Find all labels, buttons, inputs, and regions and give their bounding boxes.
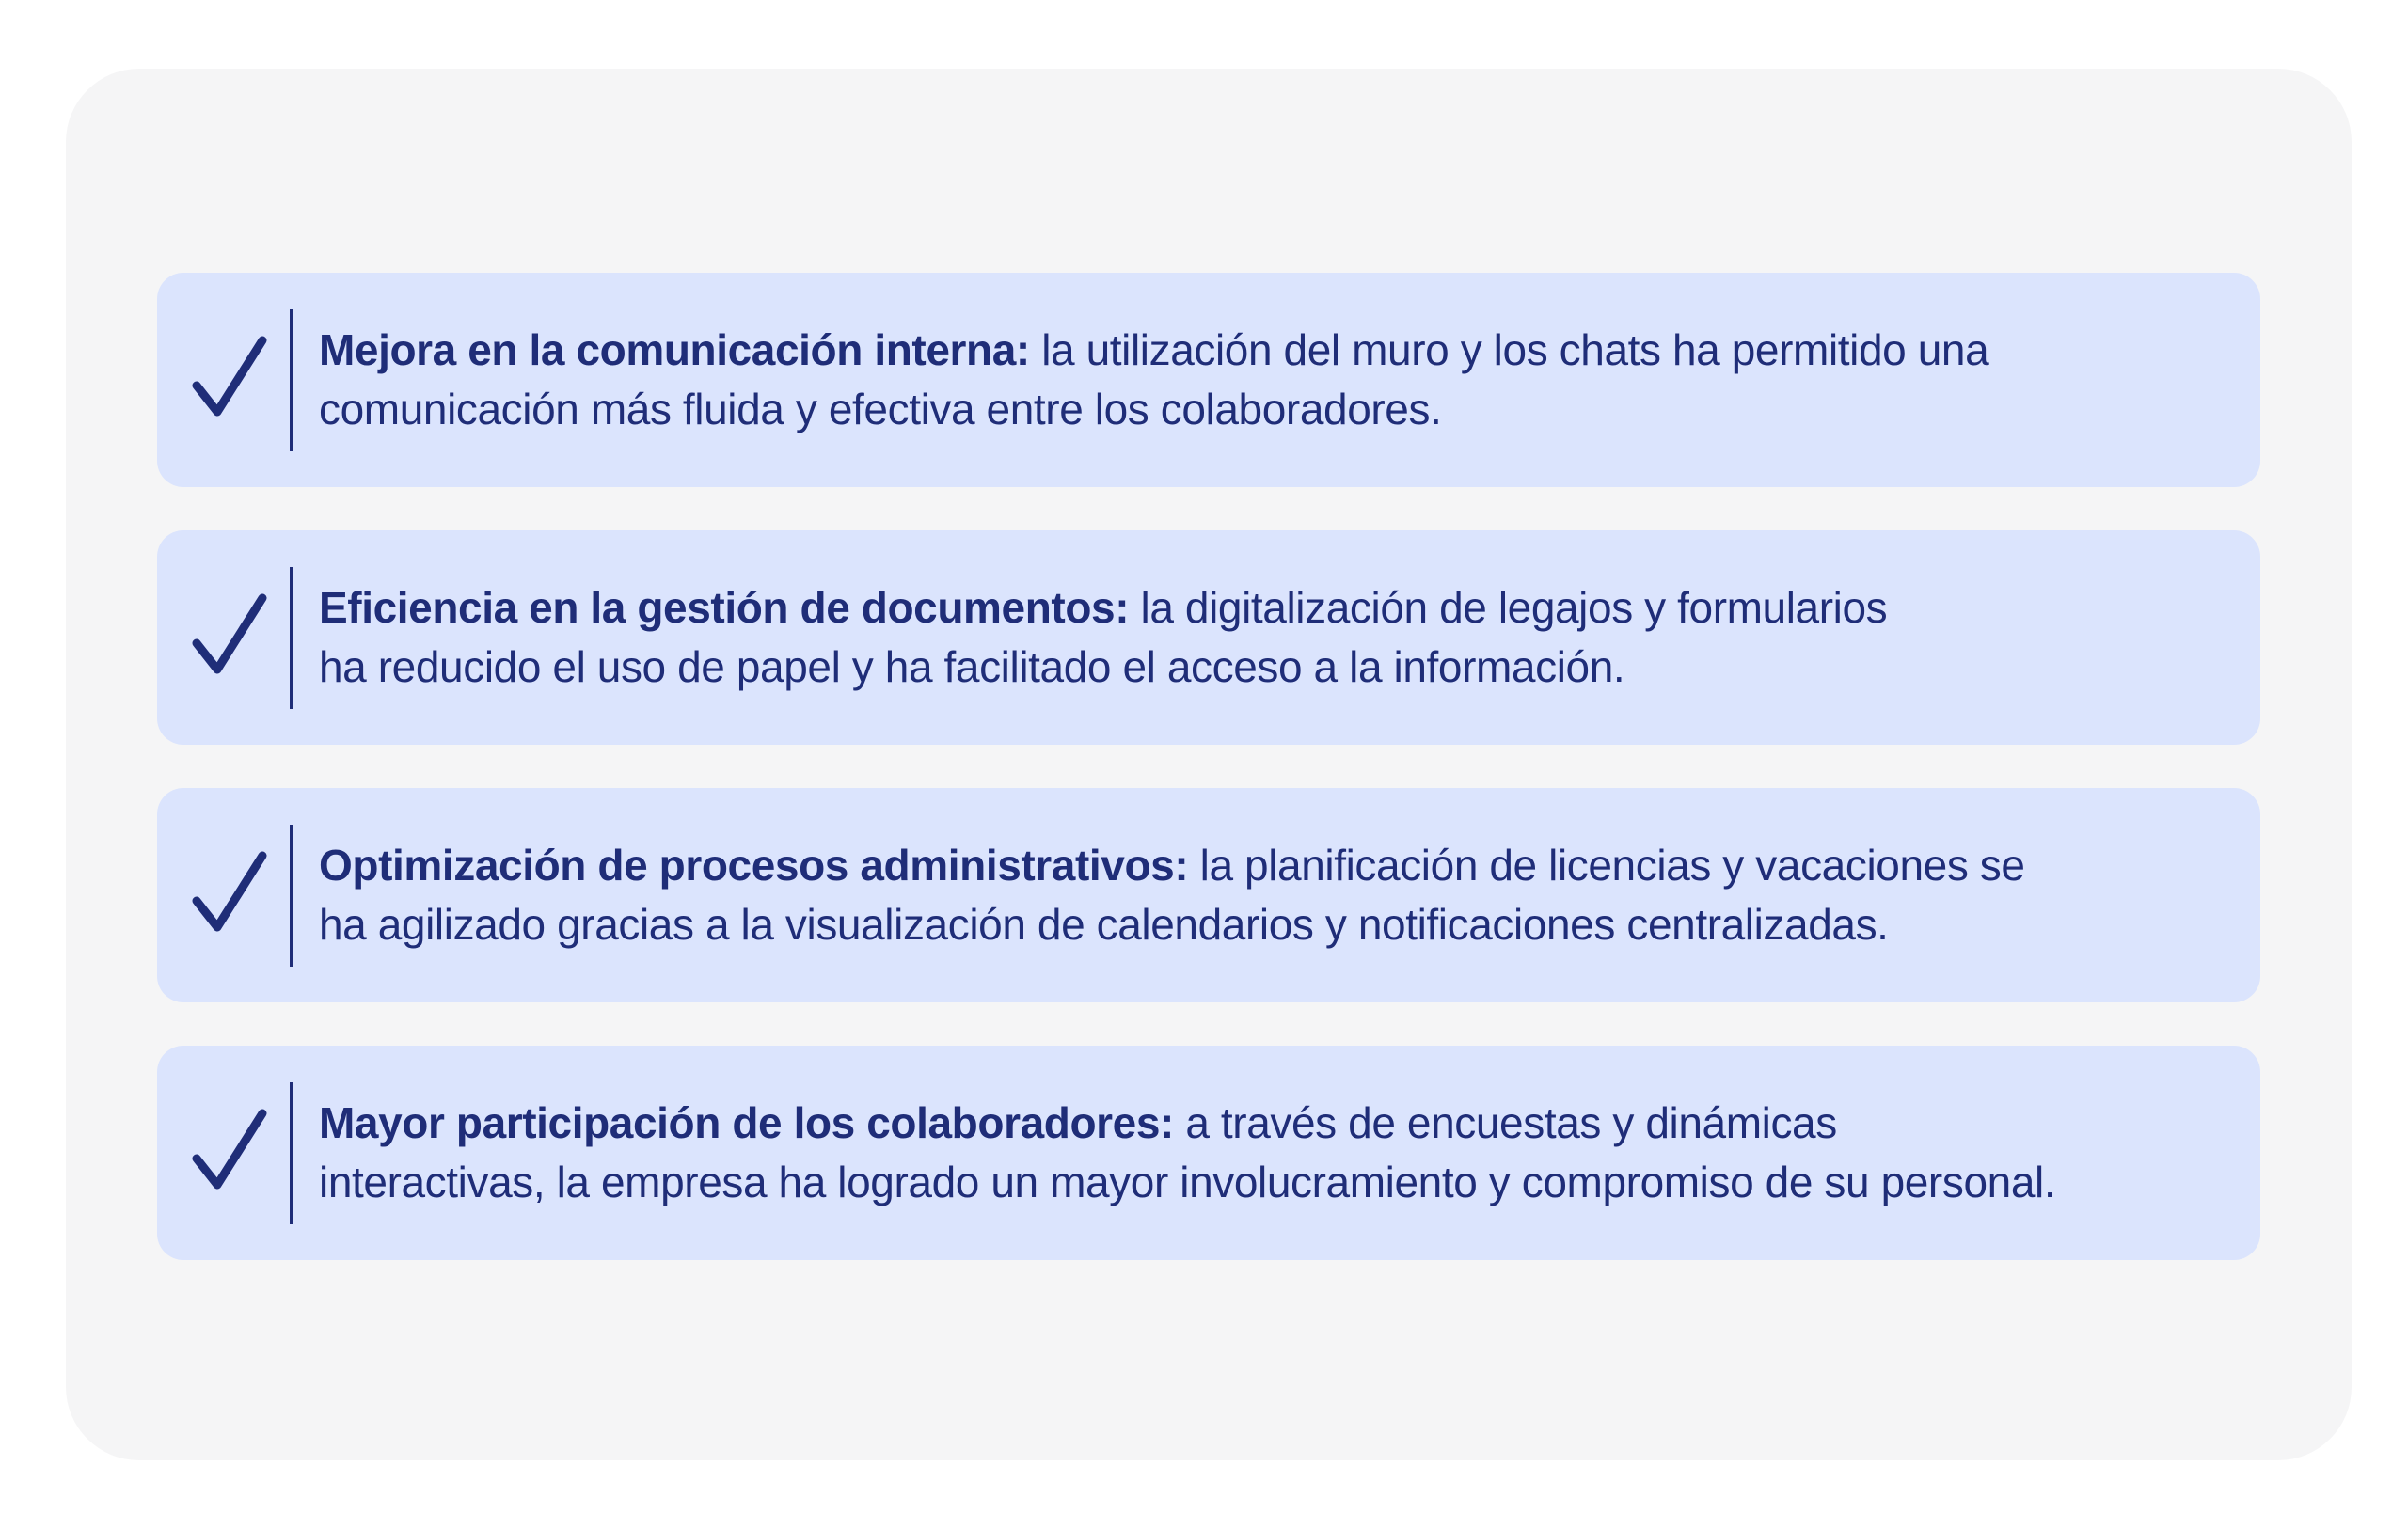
benefit-title: Optimización de procesos administrativos: [319, 841, 1189, 890]
benefit-text [319, 1046, 2238, 1260]
benefit-card-participation [157, 1046, 2260, 1260]
benefit-card-processes [157, 788, 2260, 1002]
vertical-divider [290, 825, 293, 967]
benefit-title: Mayor participación de los colaboradores: [319, 1098, 1174, 1147]
vertical-divider [290, 567, 293, 709]
benefit-description-line1: la utilización del muro y los chats ha permitido una [1041, 325, 1989, 374]
benefit-title: Mejora en la comunicación interna: [319, 325, 1030, 374]
benefit-description-line2: ha agilizado gracias a la visualización de calendarios y notificaciones centralizadas. [319, 900, 1889, 949]
benefit-card-documents [157, 530, 2260, 745]
vertical-divider [290, 1082, 293, 1224]
benefit-description-line1: la digitalización de legajos y formularios [1140, 583, 1888, 632]
benefit-text [319, 273, 2238, 487]
checkmark-icon [191, 848, 268, 935]
benefit-description-line2: interactivas, la empresa ha logrado un mayor involucramiento y compromiso de su personal. [319, 1158, 2056, 1206]
benefit-card-communication [157, 273, 2260, 487]
benefit-description-line2: ha reducido el uso de papel y ha facilitado el acceso a la información. [319, 642, 1625, 691]
checkmark-icon [191, 1106, 268, 1192]
vertical-divider [290, 309, 293, 451]
checkmark-icon [191, 333, 268, 419]
benefit-text [319, 788, 2238, 1002]
benefit-description-line2: comunicación más fluida y efectiva entre los colaboradores. [319, 385, 1442, 433]
benefits-panel [66, 69, 2352, 1460]
benefit-text [319, 530, 2238, 745]
benefit-description-line1: a través de encuestas y dinámicas [1185, 1098, 1837, 1147]
benefit-description-line1: la planificación de licencias y vacaciones se [1199, 841, 2025, 890]
checkmark-icon [191, 591, 268, 677]
benefit-title: Eficiencia en la gestión de documentos: [319, 583, 1130, 632]
